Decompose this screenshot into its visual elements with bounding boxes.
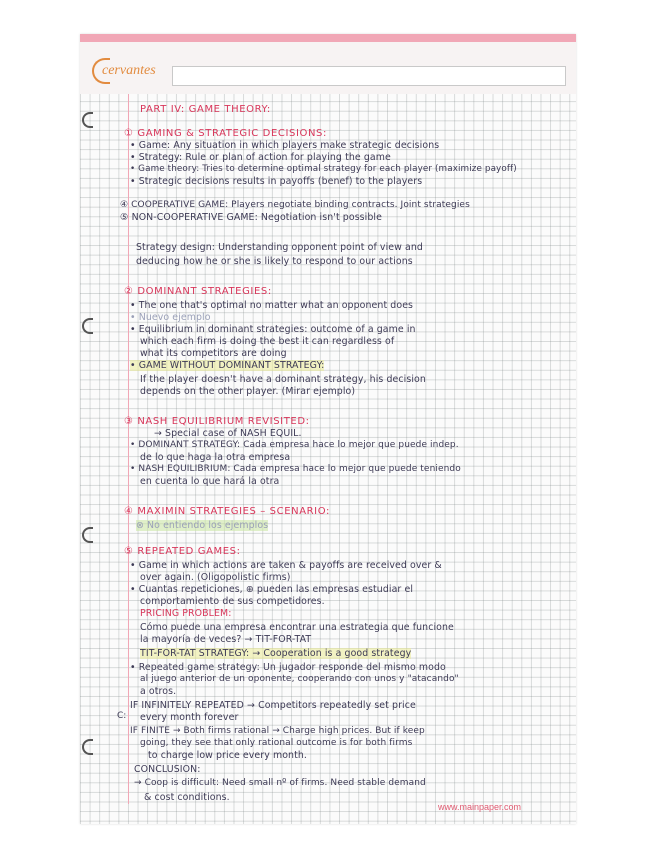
note-line: la mayoría de veces? → TIT-FOR-TAT bbox=[140, 634, 312, 645]
note-line: • DOMINANT STRATEGY: Cada empresa hace lo mejor que puede indep. bbox=[130, 440, 459, 450]
note-line: • Game: Any situation in which players make strategic decisions bbox=[130, 140, 440, 151]
note-line: what its competitors are doing bbox=[140, 348, 287, 359]
note-line: over again. (Oligopolistic firms) bbox=[140, 572, 291, 583]
section-heading: ① GAMING & STRATEGIC DECISIONS: bbox=[124, 128, 327, 139]
note-line: CONCLUSION: bbox=[134, 764, 201, 775]
note-line: ⊗ No entiendo los ejemplos bbox=[136, 520, 269, 531]
note-line: Strategy design: Understanding opponent point of view and bbox=[136, 242, 423, 253]
note-line: • GAME WITHOUT DOMINANT STRATEGY: bbox=[130, 360, 325, 371]
note-line: ④ COOPERATIVE GAME: Players negotiate binding contracts. Joint strategies bbox=[120, 200, 470, 210]
note-line: → Coop is difficult: Need small nº of firms. Need stable demand bbox=[134, 778, 426, 788]
note-line: • Strategic decisions results in payoffs (benef) to the players bbox=[130, 176, 423, 187]
page-header-band bbox=[80, 34, 576, 94]
note-line: IF FINITE → Both firms rational → Charge high prices. But if keep bbox=[130, 726, 425, 736]
binder-hole bbox=[82, 318, 93, 334]
note-line: to charge low price every month. bbox=[148, 750, 307, 761]
brand-logo: cervantes bbox=[102, 63, 156, 78]
note-line: which each firm is doing the best it can regardless of bbox=[140, 336, 395, 347]
note-line: IF INFINITELY REPEATED → Competitors repeatedly set price bbox=[130, 700, 416, 711]
note-line: going, they see that only rational outcome is for both firms bbox=[140, 738, 413, 748]
note-line: de lo que haga la otra empresa bbox=[140, 452, 291, 463]
section-heading: ⑤ REPEATED GAMES: bbox=[124, 546, 241, 557]
header-pink-line bbox=[80, 34, 576, 42]
note-line: TIT-FOR-TAT STRATEGY: → Cooperation is a good strategy bbox=[140, 648, 412, 659]
note-line: • Cuantas repeticiones, ⊕ pueden las empresas estudiar el bbox=[130, 584, 414, 595]
note-line: deducing how he or she is likely to respond to our actions bbox=[136, 256, 413, 267]
note-line: al juego anterior de un oponente, cooperando con unos y "atacando" bbox=[140, 674, 459, 684]
section-heading: ② DOMINANT STRATEGIES: bbox=[124, 286, 272, 297]
binder-hole bbox=[82, 112, 93, 128]
section-title: PART IV: GAME THEORY: bbox=[140, 104, 271, 115]
note-line: en cuenta lo que hará la otra bbox=[140, 476, 280, 487]
note-line: • The one that's optimal no matter what an opponent does bbox=[130, 300, 414, 311]
note-line: & cost conditions. bbox=[144, 792, 230, 803]
note-line: Cómo puede una empresa encontrar una estrategia que funcione bbox=[140, 622, 454, 633]
note-line: depends on the other player. (Mirar ejemplo) bbox=[140, 386, 356, 397]
note-line: comportamiento de sus competidores. bbox=[140, 596, 325, 607]
binder-hole bbox=[82, 527, 93, 543]
note-line: • Repeated game strategy: Un jugador responde del mismo modo bbox=[130, 662, 446, 673]
note-line: • Game in which actions are taken & payoffs are received over & bbox=[130, 560, 442, 571]
note-line: • NASH EQUILIBRIUM: Cada empresa hace lo mejor que puede teniendo bbox=[130, 464, 461, 474]
note-line: ⑤ NON-COOPERATIVE GAME: Negotiation isn't possible bbox=[120, 212, 382, 223]
note-line: → Special case of NASH EQUIL. bbox=[154, 428, 302, 439]
note-line: • Strategy: Rule or plan of action for playing the game bbox=[130, 152, 391, 163]
section-heading: ④ MAXIMIN STRATEGIES – SCENARIO: bbox=[124, 506, 330, 517]
note-line: • Nuevo ejemplo bbox=[130, 312, 211, 323]
title-box bbox=[172, 66, 566, 86]
note-line: every month forever bbox=[140, 712, 239, 723]
note-line: a otros. bbox=[140, 686, 177, 697]
note-line: • Equilibrium in dominant strategies: outcome of a game in bbox=[130, 324, 416, 335]
note-line: • Game theory: Tries to determine optimal strategy for each player (maximize payoff) bbox=[130, 164, 517, 174]
note-line: If the player doesn't have a dominant strategy, his decision bbox=[140, 374, 426, 385]
binder-hole bbox=[82, 739, 93, 755]
margin-note: C: bbox=[117, 711, 127, 721]
footer-url: www.mainpaper.com bbox=[438, 802, 522, 812]
section-heading: ③ NASH EQUILIBRIUM REVISITED: bbox=[124, 416, 310, 427]
note-line: PRICING PROBLEM: bbox=[140, 608, 232, 619]
